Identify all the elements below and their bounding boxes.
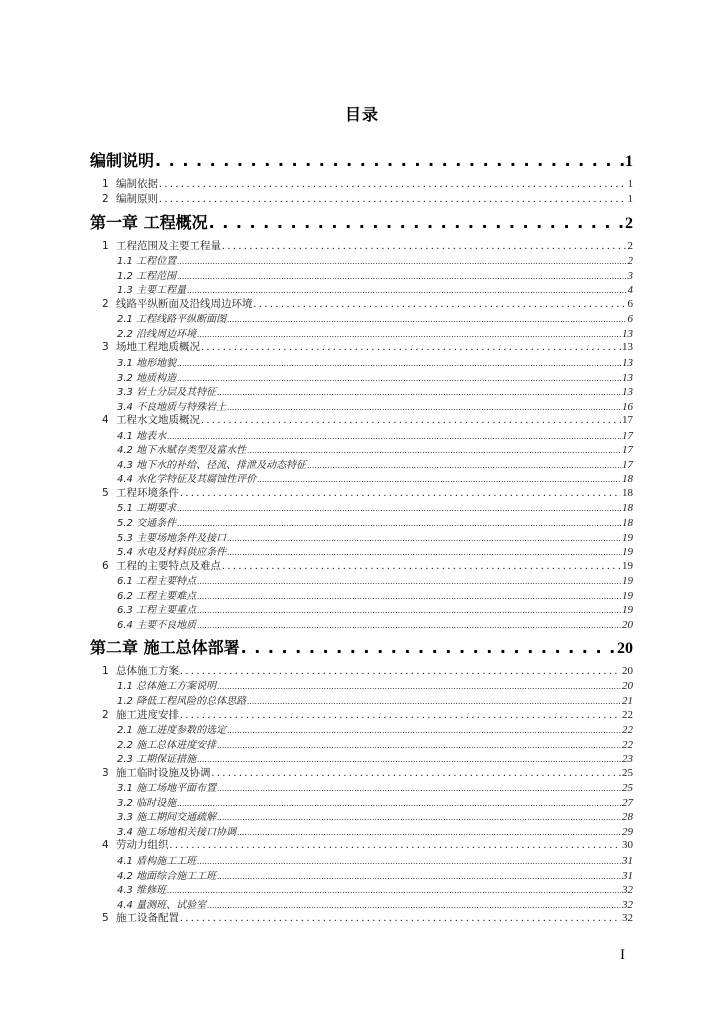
entry-number: 4 [102,839,109,852]
toc-section-entry[interactable] [90,707,633,721]
toc-subsection-entry[interactable] [90,677,633,691]
toc-subsection-entry[interactable] [90,543,633,557]
entry-label: 4.4 水化学特征及其腐蚀性评价 [117,474,257,486]
dot-leader [227,547,621,558]
entry-page-number: 22 [622,708,633,721]
entry-label: 5.1 工期要求 [117,503,177,515]
toc-title: 目录 [344,105,379,124]
entry-label: 1.2 工程范围 [117,270,177,282]
entry-label: 4.2 地下水赋存类型及富水性 [117,445,247,457]
entry-page-number: 31 [622,869,633,882]
toc-section-entry[interactable] [90,191,633,205]
toc-subsection-entry[interactable] [90,499,633,513]
entry-label: 3.4 不良地质与特殊岩土 [117,401,227,413]
entry-page-number: 19 [622,546,633,559]
dot-leader [254,298,627,310]
entry-text: 工程水文地质概况 [116,414,200,427]
entry-label: 3.2 临时设施 [117,797,177,809]
entry-text: 施工临时设施及协调 [116,766,211,779]
dot-leader [197,329,621,340]
dot-leader [155,151,624,170]
entry-label: 第二章 施工总体部署 [90,637,240,657]
toc-section-entry[interactable] [90,558,633,572]
entry-page-number: 18 [622,486,633,499]
entry-label: 2.1 工程线路平纵断面图 [117,314,227,326]
entry-page-number: 1 [627,178,633,190]
entry-label [102,296,253,311]
dot-leader [307,460,621,471]
toc-subsection-entry[interactable] [90,441,633,455]
entry-label: 4.1 地表水 [117,430,167,442]
entry-label: 1.3 主要工程量 [117,285,187,297]
toc-subsection-entry[interactable] [90,852,633,866]
entry-page-number: 13 [622,371,633,384]
entry-number: 2 [102,297,109,310]
entry-label [102,558,221,573]
dot-leader [227,314,626,325]
dot-leader [180,912,621,924]
entry-page-number: 2 [625,214,633,232]
entry-page-number: 2 [627,255,633,268]
entry-label: 5.4 水电及材料供应条件 [117,547,227,559]
entry-page-number: 3 [627,269,633,282]
dot-leader [177,256,626,267]
entry-label: 4.3 维修班 [117,885,167,897]
dot-leader [180,665,621,677]
toc-section-entry[interactable] [90,910,633,924]
entry-page-number: 6 [627,313,633,326]
dot-leader [241,638,616,657]
dot-leader [187,285,626,296]
toc-subsection-entry[interactable] [90,601,633,615]
entry-page-number: 31 [622,855,633,867]
entry-text: 编制原则 [116,192,158,205]
entry-label [102,663,179,678]
toc-section-entry[interactable] [90,663,633,677]
dot-leader [180,487,621,499]
entry-page-number: 28 [622,811,633,824]
dot-leader [197,620,621,631]
entry-page-number: 19 [622,589,633,602]
dot-leader [177,373,621,384]
entry-number: 2 [102,192,109,205]
entry-number: 1 [102,239,109,252]
entry-number: 3 [102,766,109,779]
toc-subsection-entry[interactable] [90,354,633,368]
entry-page-number: 19 [622,531,633,544]
entry-page-number: 23 [622,753,633,766]
dot-leader [197,591,621,602]
toc-subsection-entry[interactable] [90,383,633,397]
entry-page-number: 19 [622,575,633,588]
toc-subsection-entry[interactable] [90,456,633,470]
entry-label: 编制说明 [90,151,155,170]
entry-label: 3.1 地形地貌 [117,357,177,369]
dot-leader [197,605,621,616]
toc-section-entry[interactable] [90,765,633,779]
toc-subsection-entry[interactable] [90,896,633,910]
entry-page-number: 32 [622,884,633,897]
entry-page-number: 27 [622,796,633,809]
toc-chapter-entry[interactable] [90,148,633,168]
entry-label: 2.3 工期保证措施 [117,754,197,766]
entry-page-number: 1 [627,192,633,205]
entry-page-number: 32 [622,898,633,911]
entry-label: 3.3 岩土分层及其特征 [117,387,217,399]
toc-subsection-entry[interactable] [90,427,633,441]
entry-page-number: 20 [622,618,633,631]
dot-leader [197,576,621,587]
entry-label: 6.1 工程主要特点 [117,576,197,588]
toc-subsection-entry[interactable] [90,750,633,764]
entry-label: 2.2 沿线周边环境 [117,328,197,340]
entry-label: 2.1 施工进度参数的选定 [117,725,227,737]
entry-label [102,765,211,780]
dot-leader [207,900,621,911]
entry-page-number: 19 [622,559,633,572]
toc-subsection-entry[interactable] [90,794,633,808]
toc-subsection-entry[interactable] [90,470,633,484]
toc-subsection-entry[interactable] [90,281,633,295]
entry-text: 工程范围及主要工程量 [116,239,221,252]
toc-subsection-entry[interactable] [90,881,633,895]
entry-label [102,707,179,722]
dot-leader [177,798,621,809]
entry-label: 1.2 降低工程风险的总体思路 [117,695,247,707]
entry-label: 第一章 工程概况 [90,212,208,232]
dot-leader [170,839,622,851]
entry-label [102,485,179,500]
dot-leader [227,725,621,736]
dot-leader [180,709,621,721]
entry-page-number: 30 [622,839,633,852]
dot-leader [197,856,621,867]
entry-page-number: 17 [622,429,633,442]
dot-leader [159,178,627,190]
dot-leader [197,754,621,765]
entry-label: 3.1 施工场地平面布置 [117,783,217,795]
dot-leader [167,431,621,442]
entry-text: 线路平纵断面及沿线周边环境 [116,297,253,310]
entry-page-number: 16 [622,400,633,413]
entry-number: 1 [102,178,109,190]
entry-label: 6.3 工程主要重点 [117,605,197,617]
entry-page-number: 20 [622,680,633,693]
dot-leader [177,271,626,282]
entry-number: 5 [102,912,109,925]
toc-subsection-entry[interactable] [90,529,633,543]
entry-page-number: 21 [622,694,633,707]
entry-text: 施工设备配置 [116,912,179,925]
entry-label [102,191,158,206]
toc-subsection-entry[interactable] [90,369,633,383]
toc-section-entry[interactable] [90,485,633,499]
entry-page-number: 13 [622,341,633,354]
entry-text: 场地工程地质概况 [116,341,200,354]
entry-label: 5.3 主要场地条件及接口 [117,532,227,544]
toc-subsection-entry[interactable] [90,252,633,266]
dot-leader [209,213,624,232]
entry-label: 3.3 施工期间交通疏解 [117,812,217,824]
entry-text: 劳动力组织 [116,839,169,852]
entry-page-number: 2 [627,239,633,252]
entry-label [102,412,200,427]
entry-number: 5 [102,486,109,499]
entry-page-number: 22 [622,738,633,751]
entry-number: 2 [102,708,109,721]
dot-leader [227,402,621,413]
toc-subsection-entry[interactable] [90,736,633,750]
entry-label: 4.2 地面综合施工工班 [117,870,217,882]
entry-page-number: 18 [622,473,633,486]
entry-page-number: 17 [622,444,633,457]
toc-subsection-entry[interactable] [90,587,633,601]
entry-page-number: 13 [622,356,633,369]
entry-label: 6.4 主要不良地质 [117,619,197,631]
page-number: I [620,947,625,963]
entry-label: 4.3 地下水的补给、径流、排泄及动态特征 [117,459,307,471]
entry-label: 1.1 总体施工方案说明 [117,681,217,693]
entry-page-number: 32 [622,912,633,925]
entry-label: 1.1 工程位置 [117,256,177,268]
toc-subsection-entry[interactable] [90,808,633,822]
entry-number: 6 [102,559,109,572]
entry-label [102,910,179,925]
toc-subsection-entry[interactable] [90,398,633,412]
dot-leader [177,518,621,529]
dot-leader [159,193,627,205]
dot-leader [217,871,621,882]
toc-subsection-entry[interactable] [90,325,633,339]
entry-page-number: 19 [622,604,633,617]
entry-page-number: 20 [617,639,633,657]
entry-label: 2.2 施工总体进度安排 [117,739,217,751]
dot-leader [212,767,622,779]
dot-leader [177,503,621,514]
toc-subsection-entry[interactable] [90,310,633,324]
entry-label [102,238,221,253]
toc-chapter-entry[interactable] [90,635,633,655]
entry-text: 工程环境条件 [116,486,179,499]
toc-subsection-entry[interactable] [90,721,633,735]
entry-page-number: 4 [627,284,633,297]
dot-leader [257,474,621,485]
dot-leader [217,812,621,823]
toc-subsection-entry[interactable] [90,779,633,793]
entry-page-number: 18 [622,502,633,515]
toc-section-entry[interactable] [90,412,633,426]
entry-label: 5.2 交通条件 [117,518,177,529]
toc-subsection-entry[interactable] [90,616,633,630]
dot-leader [237,827,621,838]
entry-text: 编制依据 [116,178,158,190]
entry-page-number: 13 [622,327,633,340]
dot-leader [222,560,621,572]
entry-page-number: 17 [622,458,633,471]
dot-leader [222,240,627,252]
dot-leader [217,681,621,692]
entry-label: 4.1 盾构施工工班 [117,856,197,867]
dot-leader [201,341,621,353]
toc-subsection-entry[interactable] [90,823,633,837]
entry-label [102,176,158,191]
entry-label: 4.4 量测班、试验室 [117,899,207,911]
entry-page-number: 22 [622,724,633,737]
entry-label [102,837,169,852]
dot-leader [201,414,621,426]
entry-text: 总体施工方案 [116,664,179,677]
entry-page-number: 13 [622,386,633,399]
toc-section-entry[interactable] [90,339,633,353]
entry-number: 3 [102,341,109,354]
dot-leader [247,445,621,456]
entry-page-number: 25 [622,782,633,795]
entry-number: 4 [102,414,109,427]
entry-text: 工程的主要特点及难点 [116,559,221,572]
entry-label: 3.2 地质构造 [117,372,177,384]
entry-page-number: 1 [625,153,633,170]
entry-label: 6.2 工程主要难点 [117,590,197,602]
entry-page-number: 18 [622,517,633,529]
entry-page-number: 6 [627,297,633,310]
dot-leader [247,696,621,707]
toc-subsection-entry[interactable] [90,267,633,281]
entry-number: 1 [102,664,109,677]
entry-text: 施工进度安排 [116,708,179,721]
toc-section-entry[interactable] [90,176,633,190]
toc-section-entry[interactable] [90,296,633,310]
entry-page-number: 25 [622,766,633,779]
toc-subsection-entry[interactable] [90,692,633,706]
toc-section-entry[interactable] [90,837,633,851]
dot-leader [177,358,621,369]
entry-label: 3.4 施工场地相关接口协调 [117,826,237,838]
toc-subsection-entry[interactable] [90,572,633,586]
dot-leader [167,885,621,896]
dot-leader [217,387,621,398]
toc-subsection-entry[interactable] [90,514,633,528]
entry-label [102,339,200,354]
entry-page-number: 29 [622,825,633,838]
toc-subsection-entry[interactable] [90,867,633,881]
dot-leader [217,783,621,794]
entry-page-number: 20 [622,664,633,677]
dot-leader [217,740,621,751]
dot-leader [227,533,621,544]
toc-chapter-entry[interactable] [90,210,633,230]
entry-page-number: 17 [622,414,633,427]
toc-section-entry[interactable] [90,238,633,252]
